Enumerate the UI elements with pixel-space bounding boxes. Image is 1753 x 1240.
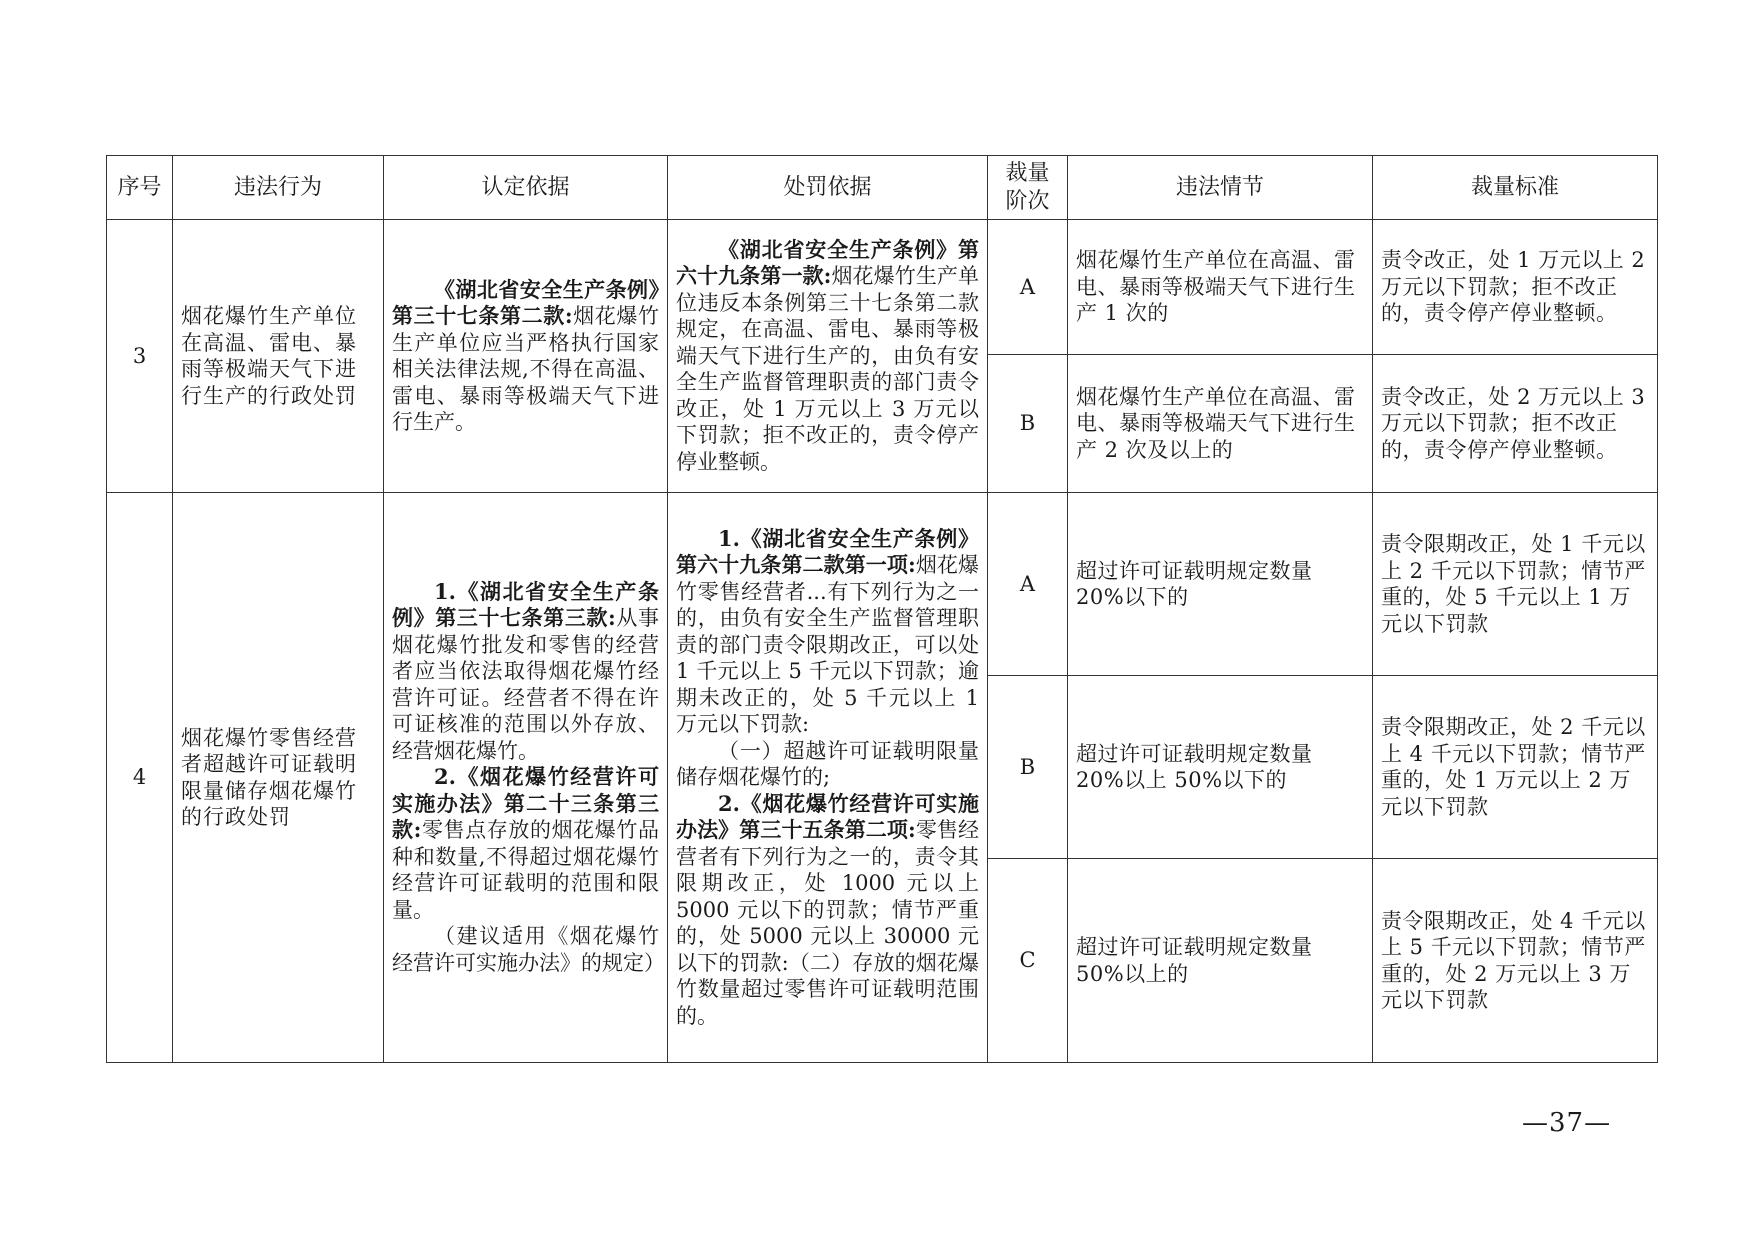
discretion-standard: 责令限期改正，处 2 千元以上 4 千元以下罚款；情节严重的，处 1 万元以上 2 万元以下罚款 — [1373, 676, 1658, 859]
table-row — [107, 220, 1658, 355]
discretion-level: B — [988, 676, 1068, 859]
page-number: —37— — [1522, 1108, 1612, 1138]
identification-basis — [384, 220, 668, 493]
penalty-paragraph — [676, 526, 979, 738]
basis-citation: 1.《湖北省安全生产条例》第三十七条第三款: — [392, 578, 659, 631]
basis-citation: 《湖北省安全生产条例》第三十七条第二款: — [392, 276, 659, 328]
table-row — [107, 493, 1658, 676]
violation-plot: 超过许可证载明规定数量 50%以上的 — [1068, 859, 1373, 1063]
violation-act: 烟花爆竹生产单位在高温、雷电、暴雨等极端天气下进行生产的行政处罚 — [173, 220, 384, 493]
header-row — [107, 156, 1658, 220]
penalty-paragraph — [676, 791, 979, 1030]
header-std: 裁量标准 — [1373, 156, 1658, 220]
penalty-basis — [668, 220, 988, 493]
penalty-citation: 2.《烟花爆竹经营许可实施办法》第三十五条第二项: — [676, 790, 979, 843]
penalty-paragraph — [676, 237, 979, 476]
basis-paragraph — [392, 764, 659, 923]
discretion-standard: 责令限期改正，处 1 千元以上 2 千元以下罚款；情节严重的，处 5 千元以上 1 万元以下罚款 — [1373, 493, 1658, 676]
discretion-level: A — [988, 220, 1068, 355]
header-no: 序号 — [107, 156, 173, 220]
header-penalty: 处罚依据 — [668, 156, 988, 220]
header-act: 违法行为 — [173, 156, 384, 220]
basis-text: 从事烟花爆竹批发和零售的经营者应当依法取得烟花爆竹经营许可证。经营者不得在许可证核准的范围以外存放、经营烟花爆竹。 — [392, 606, 659, 763]
violation-plot: 烟花爆竹生产单位在高温、雷电、暴雨等极端天气下进行生产 1 次的 — [1068, 220, 1373, 355]
discretion-table — [106, 155, 1658, 1063]
basis-text: 烟花爆竹生产单位应当严格执行国家相关法律法规,不得在高温、雷电、暴雨等极端天气下进行生产。 — [392, 304, 659, 434]
penalty-text: 烟花爆竹零售经营者...有下列行为之一的，由负有安全生产监督管理职责的部门责令限期改正，可以处 1 千元以上 5 千元以下罚款；逾期未改正的，处 5 千元以上 1 万元以下罚款: — [676, 553, 979, 737]
row-number: 4 — [107, 493, 173, 1063]
penalty-text: 烟花爆竹生产单位违反本条例第三十七条第二款规定，在高温、雷电、暴雨等极端天气下进行生产的，由负有安全生产监督管理职责的部门责令改正，处 1 万元以上 3 万元以下罚款；拒不改正的，责令停产停业整顿。 — [676, 264, 979, 474]
penalty-citation: 《湖北省安全生产条例》第六十九条第一款: — [676, 236, 979, 289]
penalty-item — [676, 738, 979, 791]
header-basis: 认定依据 — [384, 156, 668, 220]
violation-plot: 烟花爆竹生产单位在高温、雷电、暴雨等极端天气下进行生产 2 次及以上的 — [1068, 355, 1373, 493]
header-level: 裁量阶次 — [988, 156, 1068, 220]
discretion-level: A — [988, 493, 1068, 676]
discretion-level: B — [988, 355, 1068, 493]
violation-plot: 超过许可证载明规定数量 20%以下的 — [1068, 493, 1373, 676]
penalty-citation: 1.《湖北省安全生产条例》第六十九条第二款第一项: — [676, 525, 979, 578]
row-number: 3 — [107, 220, 173, 493]
header-plot: 违法情节 — [1068, 156, 1373, 220]
discretion-level: C — [988, 859, 1068, 1063]
basis-note-text: （建议适用《烟花爆竹经营许可实施办法》的规定） — [392, 924, 665, 975]
basis-note — [392, 923, 665, 976]
penalty-text: 零售经营者有下列行为之一的，责令其限期改正，处 1000 元以上 5000 元以下的罚款；情节严重的，处 5000 元以上 30000 元以下的罚款:（二）存放的烟花爆竹数量超过零售许可证载明范围的。 — [676, 818, 979, 1028]
basis-paragraph — [392, 277, 659, 436]
discretion-standard: 责令限期改正，处 4 千元以上 5 千元以下罚款；情节严重的，处 2 万元以上 3 万元以下罚款 — [1373, 859, 1658, 1063]
discretion-standard: 责令改正，处 2 万元以上 3 万元以下罚款；拒不改正的，责令停产停业整顿。 — [1373, 355, 1658, 493]
violation-act: 烟花爆竹零售经营者超越许可证载明限量储存烟花爆竹的行政处罚 — [173, 493, 384, 1063]
violation-plot: 超过许可证载明规定数量 20%以上 50%以下的 — [1068, 676, 1373, 859]
basis-citation: 2.《烟花爆竹经营许可实施办法》第二十三条第三款: — [392, 764, 659, 843]
basis-paragraph — [392, 579, 659, 765]
basis-text: 零售点存放的烟花爆竹品种和数量,不得超过烟花爆竹经营许可证载明的范围和限量。 — [392, 818, 659, 922]
identification-basis — [384, 493, 668, 1063]
penalty-item-text: （一）超越许可证载明限量储存烟花爆竹的; — [676, 738, 979, 790]
discretion-standard: 责令改正，处 1 万元以上 2 万元以下罚款；拒不改正的，责令停产停业整顿。 — [1373, 220, 1658, 355]
penalty-basis — [668, 493, 988, 1063]
